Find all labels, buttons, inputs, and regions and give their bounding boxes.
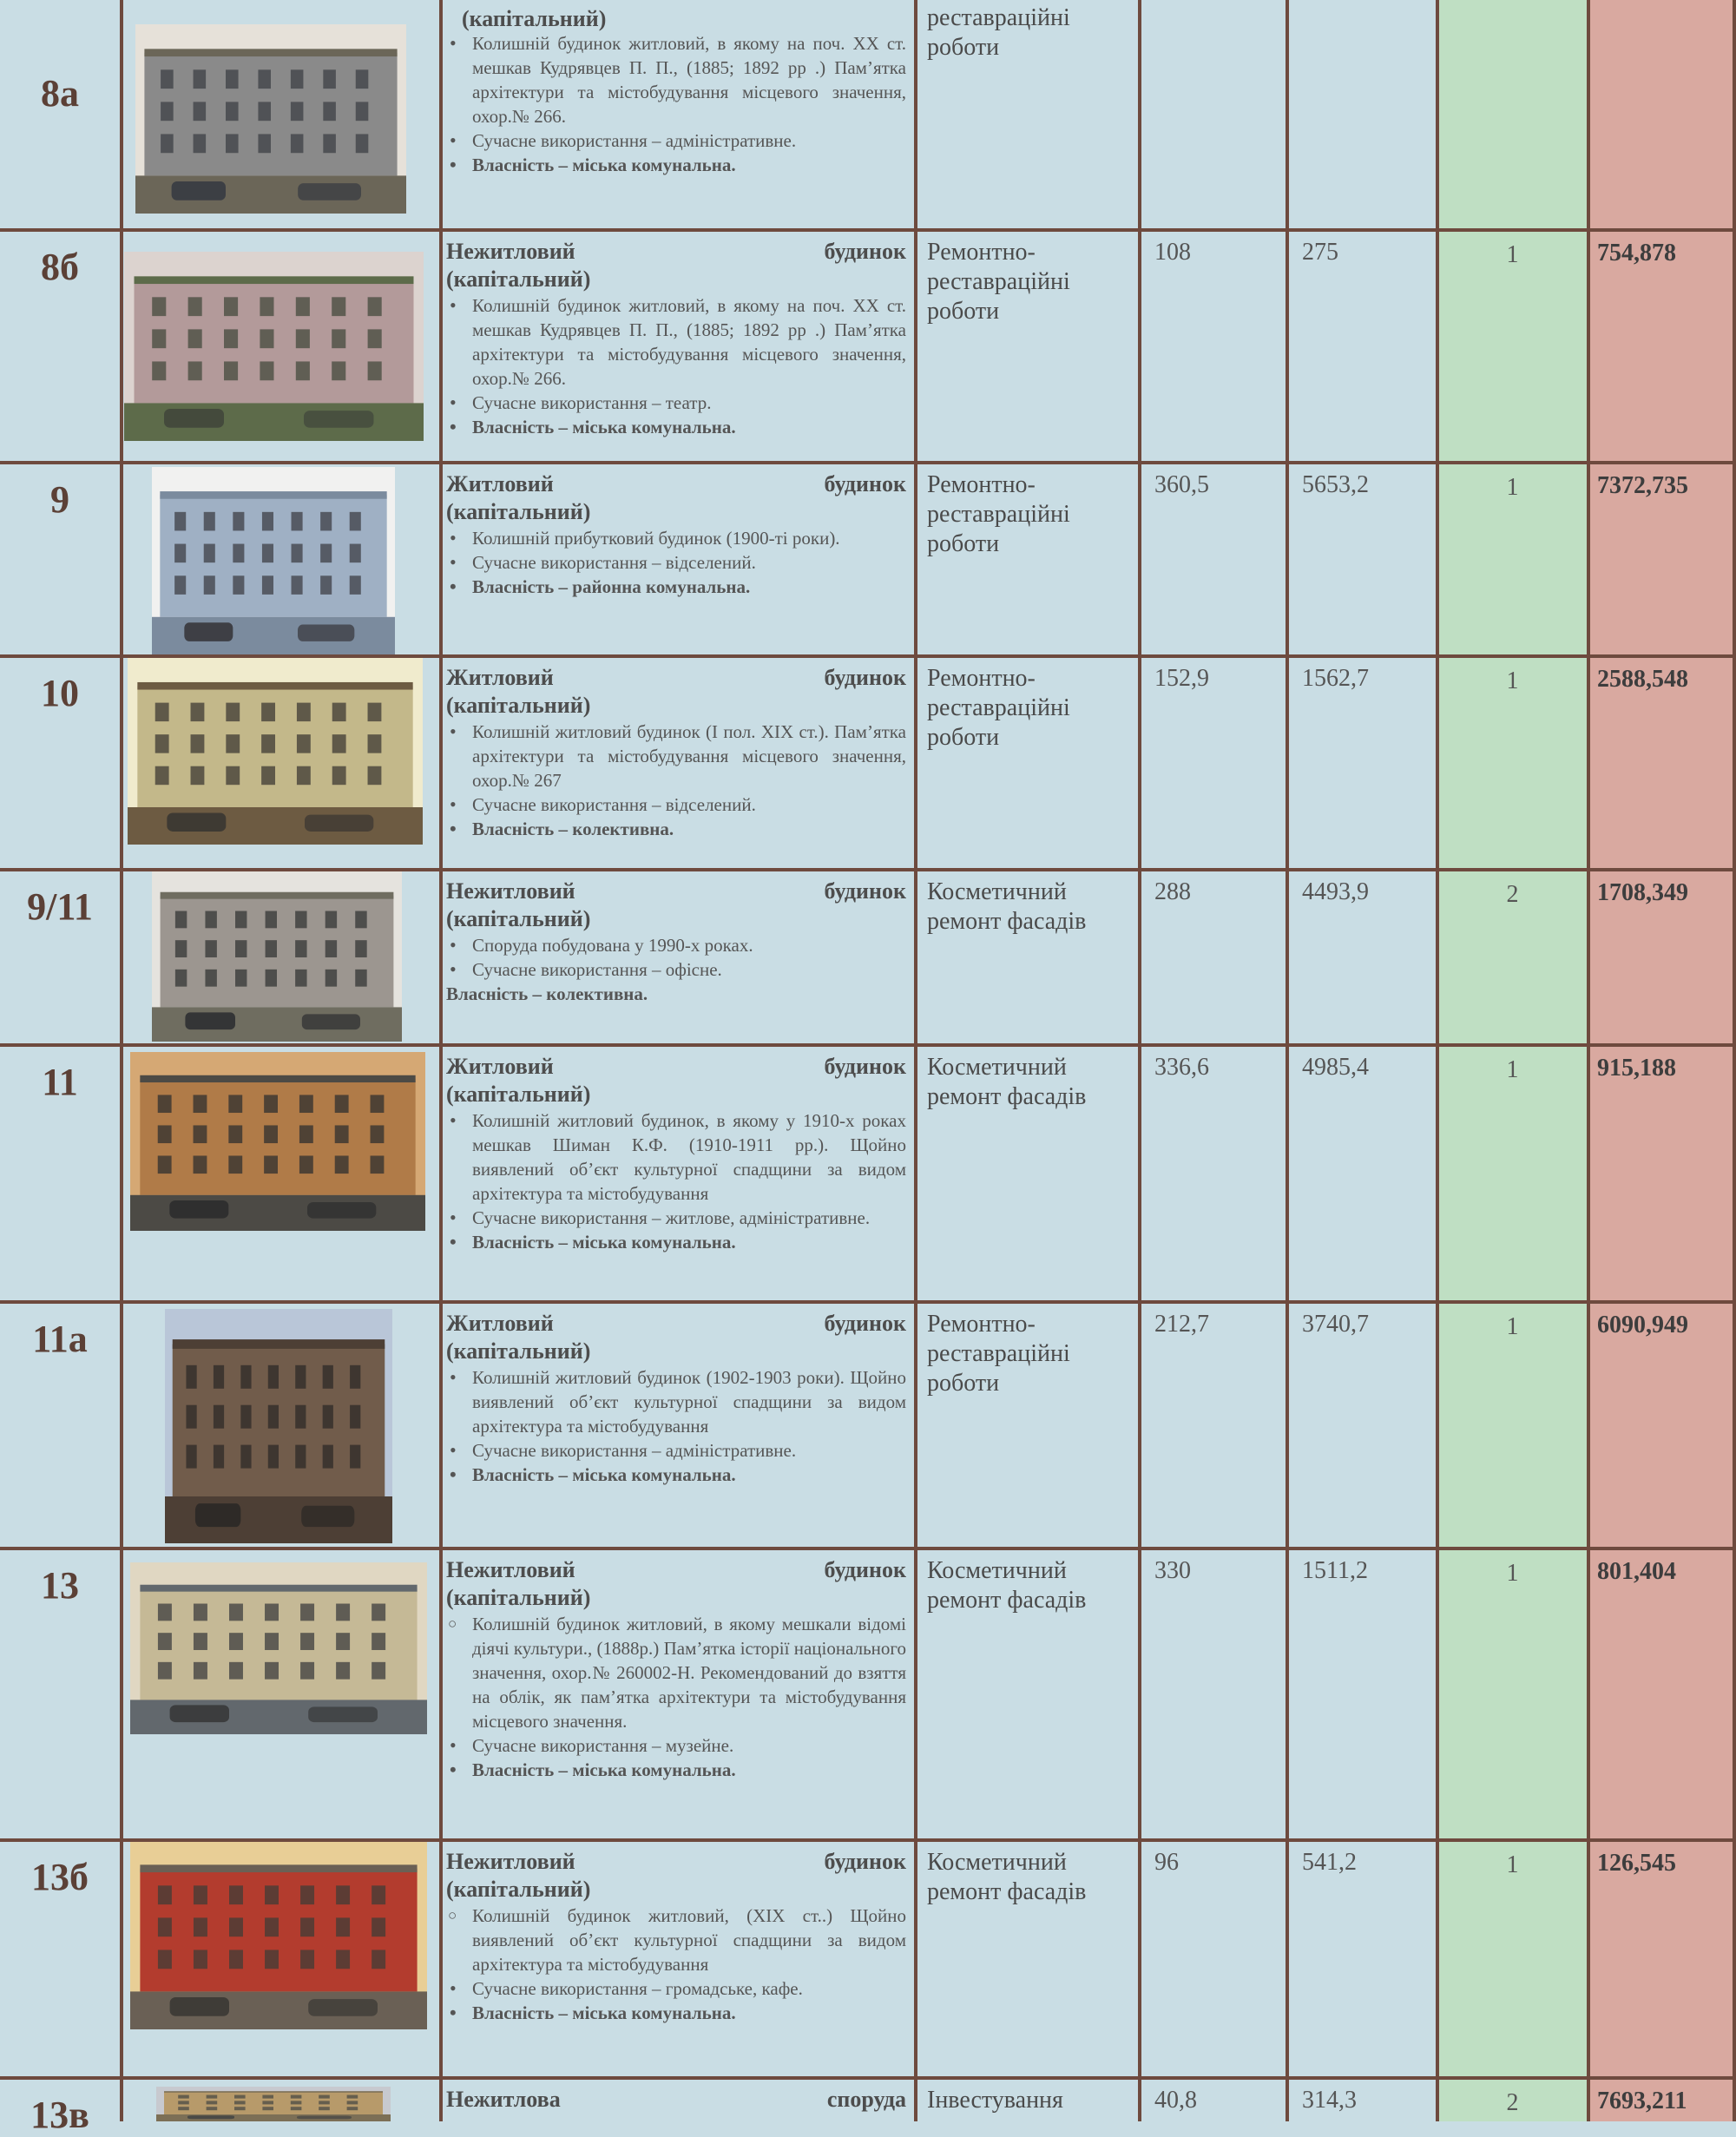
object-title-kind: (капітальний)	[446, 1082, 591, 1107]
count-value: 1	[1506, 474, 1519, 501]
object-title-line: Нежитловий будинок	[446, 1849, 906, 1874]
count-value: 1	[1506, 1560, 1519, 1587]
description-item: • Сучасне використання – відселений.	[472, 550, 906, 575]
work-type: Косметичний ремонт фасадів	[927, 1849, 1087, 1905]
area-value: 336,6	[1154, 1054, 1209, 1081]
description-list	[446, 293, 906, 439]
work-type: Косметичний ремонт фасадів	[927, 1054, 1087, 1110]
count-value: 1	[1506, 1313, 1519, 1340]
work-type: Ремонтно-реставраційні роботи	[927, 1311, 1070, 1397]
description-item: • Колишній будинок житловий, в якому на поч. XX ст. мешкав Кудрявцев П. П., (1885; 1892 рр .) Пам’ятка архітектури та містобудування місцевого значення, охор.№ 266.	[472, 31, 906, 128]
building-photo	[152, 467, 395, 654]
count-value: 1	[1506, 241, 1519, 268]
object-description	[446, 2086, 906, 2114]
description-item: • Сучасне використання – офісне.	[472, 957, 906, 982]
area-value: 360,5	[1154, 471, 1209, 498]
object-title-line: Житловий будинок	[446, 471, 906, 496]
grid-line	[914, 0, 917, 2121]
building-photo	[152, 870, 402, 1042]
description-list	[446, 933, 906, 1006]
description-item: • Колишній будинок житловий, в якому на поч. XX ст. мешкав Кудрявцев П. П., (1885; 1892 рр .) Пам’ятка архітектури та містобудування місцевого значення, охор.№ 266.	[472, 293, 906, 391]
cost-value: 915,188	[1597, 1055, 1676, 1082]
grid-line	[0, 1547, 1736, 1550]
building-photo	[135, 24, 406, 214]
object-title-line: Житловий будинок	[446, 1311, 906, 1336]
description-item: • Колишній житловий будинок, в якому у 1910-х роках мешкав Шиман К.Ф. (1910-1911 рр.). Щойно виявлений об’єкт культурної спадщини за видом архітектура та містобудування	[472, 1108, 906, 1206]
object-description	[446, 1848, 906, 2025]
description-item: • Сучасне використання – громадське, кафе.	[472, 1976, 906, 2001]
row-number: 10	[41, 672, 79, 714]
object-description	[446, 238, 906, 439]
count-value: 2	[1506, 881, 1519, 908]
volume-value: 541,2	[1302, 1849, 1357, 1876]
object-title-kind: (капітальний)	[446, 266, 591, 292]
object-title-line: Нежитлова споруда	[446, 2087, 906, 2112]
grid-line	[0, 461, 1736, 464]
object-description	[446, 31, 906, 177]
work-type: Інвестування	[927, 2087, 1063, 2114]
object-title	[446, 238, 906, 293]
description-bullets	[446, 933, 906, 982]
work-type: Косметичний ремонт фасадів	[927, 1557, 1087, 1614]
building-photo	[130, 1562, 427, 1734]
description-list	[446, 720, 906, 841]
description-item: • Сучасне використання – театр.	[472, 391, 906, 415]
description-item: • Колишній прибутковий будинок (1900-ті роки).	[472, 526, 906, 550]
description-item: ○ Колишній будинок житловий, в якому мешкали відомі діячі культури., (1888р.) Пам’ятка історії національного значення, охор.№ 260002-Н. Рекомендований до взяття на облік, як пам’ятка архітектури та містобудування місцевого значення.	[472, 1612, 906, 1733]
row-number: 13б	[31, 1856, 89, 1898]
grid-line	[1138, 0, 1141, 2121]
grid-line	[1587, 0, 1590, 2121]
object-title-kind: (капітальний)	[446, 499, 591, 524]
row-number: 11а	[32, 1318, 88, 1360]
grid-line	[1286, 0, 1289, 2121]
grid-line	[0, 654, 1736, 658]
object-title	[446, 878, 906, 933]
description-item: • Сучасне використання – відселений.	[472, 792, 906, 817]
count-value: 1	[1506, 1851, 1519, 1878]
cost-value: 754,878	[1597, 240, 1676, 266]
building-photo	[130, 1052, 425, 1231]
volume-value: 1562,7	[1302, 665, 1369, 692]
grid-line	[1436, 0, 1439, 2121]
object-title	[446, 1310, 906, 1365]
count-value: 1	[1506, 1056, 1519, 1083]
object-title-kind: (капітальний)	[446, 1338, 591, 1364]
ownership-text: • Власність – міська комунальна.	[472, 153, 906, 177]
cost-value: 7693,211	[1597, 2088, 1687, 2114]
ownership-text: • Власність – районна комунальна.	[472, 575, 906, 599]
work-type: Косметичний ремонт фасадів	[927, 878, 1087, 935]
grid-line	[1733, 0, 1736, 2121]
volume-value: 314,3	[1302, 2087, 1357, 2114]
description-list	[446, 1108, 906, 1254]
object-title	[446, 1053, 906, 1108]
row-number: 9/11	[27, 885, 93, 928]
description-bullets	[446, 293, 906, 439]
area-value: 212,7	[1154, 1311, 1209, 1338]
ownership-text: • Власність – міська комунальна.	[472, 2001, 906, 2025]
partial-row-work: реставраційні роботи	[927, 4, 1070, 61]
row-number: 8б	[41, 246, 79, 288]
description-item: • Сучасне використання – адміністративне.	[472, 128, 906, 153]
object-title-line: Житловий будинок	[446, 665, 906, 690]
object-title-kind: (капітальний)	[446, 1585, 591, 1610]
object-description	[446, 1310, 906, 1487]
object-title-line: Нежитловий будинок	[446, 1557, 906, 1582]
object-title-line: Нежитловий будинок	[446, 239, 906, 264]
object-title-kind: (капітальний)	[446, 1877, 591, 1902]
description-item: • Сучасне використання – музейне.	[472, 1733, 906, 1758]
building-photo	[165, 1309, 392, 1543]
description-item: • Колишній житловий будинок (І пол. XIX ст.). Пам’ятка архітектури та містобудування місцевого значення, охор.№ 267	[472, 720, 906, 792]
description-item: • Сучасне використання – житлове, адміністративне.	[472, 1206, 906, 1230]
volume-value: 1511,2	[1302, 1557, 1368, 1584]
object-description	[446, 1556, 906, 1782]
description-bullets	[446, 720, 906, 841]
cost-value: 126,545	[1597, 1850, 1676, 1877]
description-bullets	[446, 1904, 906, 2025]
object-description	[446, 470, 906, 599]
object-title-line: Нежитловий будинок	[446, 878, 906, 904]
ownership-text: • Власність – міська комунальна.	[472, 1230, 906, 1254]
object-title-kind: (капітальний)	[446, 693, 591, 718]
volume-value: 3740,7	[1302, 1311, 1369, 1338]
cost-value: 6090,949	[1597, 1312, 1688, 1338]
description-item: • Споруда побудована у 1990-х роках.	[472, 933, 906, 957]
area-value: 40,8	[1154, 2087, 1197, 2114]
building-photo	[156, 2087, 391, 2121]
description-list	[446, 1612, 906, 1782]
work-type: Ремонтно-реставраційні роботи	[927, 471, 1070, 557]
area-value: 330	[1154, 1557, 1191, 1584]
description-bullets	[446, 1108, 906, 1254]
building-photo	[130, 1840, 427, 2029]
description-bullets	[446, 526, 906, 599]
object-title	[446, 470, 906, 526]
partial-row-title: (капітальний)	[462, 6, 607, 31]
grid-line	[0, 228, 1736, 232]
description-item: ○ Колишній будинок житловий, (XIX ст..) Щойно виявлений об’єкт культурної спадщини за видом архітектура та містобудування	[472, 1904, 906, 1976]
area-value: 152,9	[1154, 665, 1209, 692]
grid-line	[0, 868, 1736, 871]
cost-value: 7372,735	[1597, 472, 1688, 499]
object-description	[446, 1053, 906, 1254]
ownership-text: Власність – колективна.	[446, 983, 648, 1004]
row-number: 11	[42, 1061, 78, 1103]
volume-value: 4493,9	[1302, 878, 1369, 905]
ownership-text: • Власність – міська комунальна.	[472, 1758, 906, 1782]
description-bullets	[446, 1365, 906, 1487]
volume-value: 5653,2	[1302, 471, 1369, 498]
area-value: 288	[1154, 878, 1191, 905]
grid-line	[0, 2076, 1736, 2080]
object-title	[446, 2086, 906, 2114]
object-title	[446, 664, 906, 720]
row-number: 8а	[41, 72, 79, 115]
object-title-kind: (капітальний)	[446, 906, 591, 931]
description-item: • Колишній житловий будинок (1902-1903 роки). Щойно виявлений об’єкт культурної спадщини за видом архітектура та містобудування	[472, 1365, 906, 1438]
grid-line	[0, 1043, 1736, 1047]
building-photo	[124, 252, 424, 441]
object-description	[446, 664, 906, 841]
building-photo	[128, 658, 423, 845]
volume-value: 4985,4	[1302, 1054, 1369, 1081]
grid-line	[439, 0, 443, 2121]
grid-line	[0, 1838, 1736, 1842]
description-list	[446, 1904, 906, 2025]
description-bullets	[446, 31, 906, 177]
description-bullets	[446, 1612, 906, 1782]
description-item: • Сучасне використання – адміністративне.	[472, 1438, 906, 1463]
grid-line	[0, 1300, 1736, 1304]
count-value: 1	[1506, 667, 1519, 694]
ownership-text: • Власність – міська комунальна.	[472, 415, 906, 439]
description-list	[446, 1365, 906, 1487]
object-title	[446, 1556, 906, 1612]
work-type: Ремонтно-реставраційні роботи	[927, 239, 1070, 325]
area-value: 96	[1154, 1849, 1179, 1876]
row-number: 13	[41, 1564, 79, 1607]
work-type: Ремонтно-реставраційні роботи	[927, 665, 1070, 751]
row-number: 9	[50, 478, 69, 521]
ownership-text: • Власність – колективна.	[472, 817, 906, 841]
volume-value: 275	[1302, 239, 1338, 266]
object-description	[446, 878, 906, 1006]
count-value: 2	[1506, 2089, 1519, 2116]
object-title-line: Житловий будинок	[446, 1054, 906, 1079]
row-number: 13в	[30, 2094, 89, 2136]
cost-value: 801,404	[1597, 1558, 1676, 1585]
description-list	[446, 526, 906, 599]
area-value: 108	[1154, 239, 1191, 266]
cost-value: 1708,349	[1597, 879, 1688, 906]
description-list	[446, 31, 906, 177]
object-title	[446, 1848, 906, 1904]
ownership-text: • Власність – міська комунальна.	[472, 1463, 906, 1487]
grid-line	[120, 0, 123, 2121]
cost-value: 2588,548	[1597, 666, 1688, 693]
